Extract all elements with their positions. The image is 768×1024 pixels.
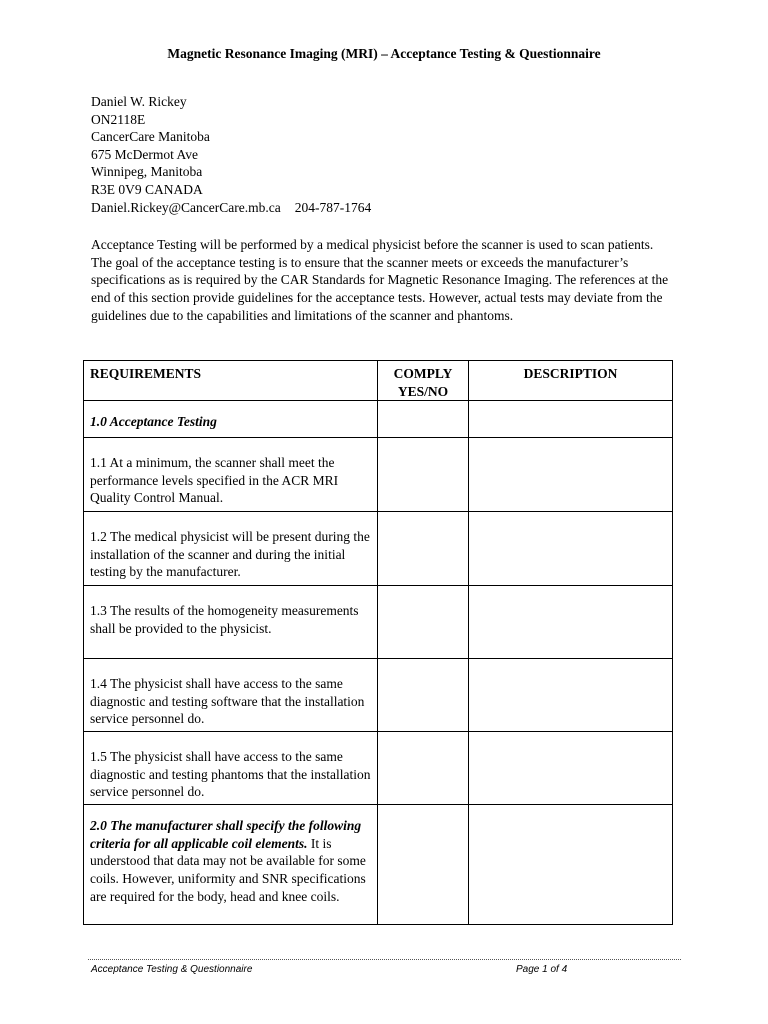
requirement-cell: 1.2 The medical physicist will be present during the installation of the scanner and during the initial testing by the manufacturer.	[84, 512, 378, 586]
table-row	[84, 438, 673, 512]
description-cell	[469, 586, 673, 659]
contact-phone: 204-787-1764	[294, 199, 372, 215]
footer-page-number: Page 1 of 4	[516, 964, 568, 975]
requirement-cell: 1.1 At a minimum, the scanner shall meet the performance levels specified in the ACR MRI Quality Control Manual.	[84, 438, 378, 512]
contact-street: 675 McDermot Ave	[91, 146, 198, 162]
contact-email-phone	[91, 199, 371, 217]
description-cell	[469, 805, 673, 925]
requirement-cell: 1.4 The physicist shall have access to the same diagnostic and testing software that the installation service personnel do.	[84, 659, 378, 732]
contact-organization: CancerCare Manitoba	[91, 129, 210, 145]
table-row	[84, 586, 673, 659]
intro-paragraph: Acceptance Testing will be performed by a medical physicist before the scanner is used to scan patients. The goal of the acceptance testing is to ensure that the scanner meets or exceeds the manufacturer’s specifications as is required by the CAR Standards for Magnetic Resonance Imaging. The references at the end of this section provide guidelines for the acceptance tests. However, actual tests may deviate from the guidelines due to the capabilities and limitations of the scanner and phantoms.	[91, 237, 669, 323]
comply-cell	[378, 512, 469, 586]
contact-block	[91, 93, 371, 216]
requirement-cell: 1.5 The physicist shall have access to the same diagnostic and testing phantoms that the installation service personnel do.	[84, 732, 378, 805]
description-cell	[469, 512, 673, 586]
header-comply	[378, 361, 469, 401]
comply-cell	[378, 805, 469, 925]
page-title: Magnetic Resonance Imaging (MRI) – Acceptance Testing & Questionnaire	[167, 46, 601, 61]
comply-cell	[378, 659, 469, 732]
footer-divider	[88, 959, 681, 960]
table-row	[84, 659, 673, 732]
description-cell	[469, 732, 673, 805]
section-row-acceptance-testing	[84, 401, 673, 438]
comply-cell	[378, 401, 469, 438]
description-cell	[469, 438, 673, 512]
section-heading: 2.0 The manufacturer shall specify the following criteria for all applicable coil elements.	[90, 818, 362, 851]
section-note: It is understood that data may not be available for some coils. However, uniformity and SNR specifications are required for the body, head and knee coils.	[90, 835, 366, 904]
header-comply-label: COMPLY	[393, 366, 453, 381]
table-row	[84, 732, 673, 805]
footer-document-title: Acceptance Testing & Questionnaire	[91, 964, 253, 975]
header-description: DESCRIPTION	[469, 361, 673, 401]
table-row	[84, 512, 673, 586]
contact-city: Winnipeg, Manitoba	[91, 164, 203, 180]
header-requirements: REQUIREMENTS	[84, 361, 378, 401]
contact-postal: R3E 0V9 CANADA	[91, 181, 203, 197]
requirements-table	[83, 360, 673, 925]
comply-cell	[378, 586, 469, 659]
description-cell	[469, 659, 673, 732]
contact-email[interactable]: Daniel.Rickey@CancerCare.mb.ca	[91, 199, 281, 215]
section-heading: 1.0 Acceptance Testing	[84, 401, 378, 438]
contact-code: ON2118E	[91, 111, 146, 127]
table-header-row	[84, 361, 673, 401]
header-yesno-label: YES/NO	[397, 383, 449, 399]
contact-name: Daniel W. Rickey	[91, 94, 187, 109]
section-row-coil-criteria	[84, 805, 673, 925]
requirement-cell: 1.3 The results of the homogeneity measurements shall be provided to the physicist.	[84, 586, 378, 659]
comply-cell	[378, 732, 469, 805]
requirement-cell	[84, 805, 378, 925]
description-cell	[469, 401, 673, 438]
comply-cell	[378, 438, 469, 512]
